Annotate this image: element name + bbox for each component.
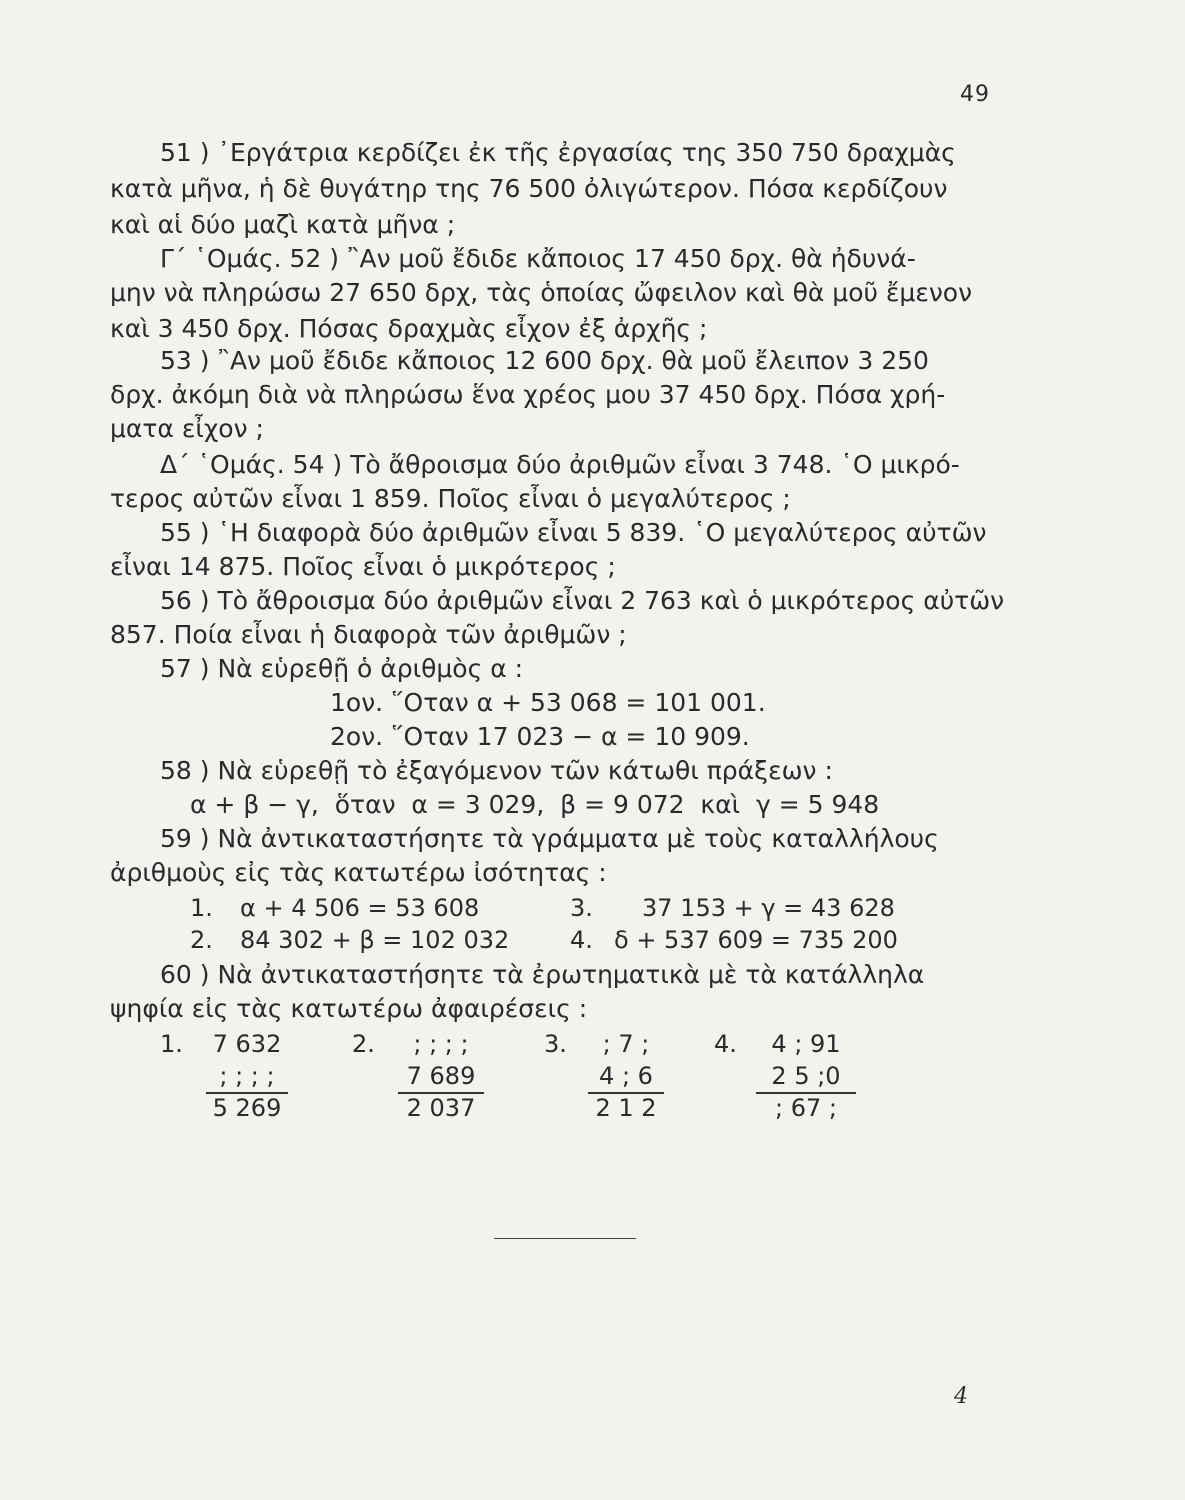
problem-57-case1: 1ον. ῞Οταν α + 53 068 = 101 001. [330,688,766,717]
subtraction-3-minuend: ; 7 ; [602,1030,650,1058]
subtraction-1-result: 5 269 [206,1092,288,1122]
problem-51-line2: κατὰ μῆνα, ἡ δὲ θυγάτηρ της 76 500 ὀλιγώτερον. Πόσα κερδίζουν [110,174,948,203]
subtraction-4-subtrahend: 2 5 ;0 [771,1062,841,1090]
problem-54-line1: Δ΄ ῾Ομάς. 54 ) Τὸ ἄθροισμα δύο ἀριθμῶν εἶναι 3 748. ῾Ο μικρό- [160,450,960,479]
problem-58-expression: α + β − γ, ὅταν α = 3 029, β = 9 072 καὶ γ = 5 948 [190,790,880,819]
problem-57-line1: 57 ) Νὰ εὑρεθῇ ὁ ἀριθμὸς α : [160,654,524,683]
subtraction-2-number: 2. [352,1030,375,1058]
subtraction-3-number: 3. [544,1030,567,1058]
problem-59-line2: ἀριθμοὺς εἰς τὰς κατωτέρω ἰσότητας : [110,858,607,887]
problem-55-line1: 55 ) ῾Η διαφορὰ δύο ἀριθμῶν εἶναι 5 839. ῾Ο μεγαλύτερος αὐτῶν [160,518,987,547]
subtraction-4-minuend: 4 ; 91 [771,1030,841,1058]
equation-2: 84 302 + β = 102 032 [240,926,510,954]
problem-53-line3: ματα εἶχον ; [110,414,264,443]
equation-4: δ + 537 609 = 735 200 [614,926,898,954]
equation-3-number: 3. [570,894,593,922]
problem-52-line3: καὶ 3 450 δρχ. Πόσας δραχμὰς εἶχον ἐξ ἀρχῆς ; [110,314,708,343]
problem-60-line2: ψηφία εἰς τὰς κατωτέρω ἀφαιρέσεις : [110,994,588,1023]
signature-mark: 4 [954,1384,968,1409]
problem-51-line3: καὶ αἱ δύο μαζὶ κατὰ μῆνα ; [110,210,456,239]
subtraction-1-number: 1. [160,1030,183,1058]
problem-52-line2: μην νὰ πληρώσω 27 650 δρχ, τὰς ὁποίας ὤφειλον καὶ θὰ μοῦ ἔμενον [110,278,973,307]
problem-58-line1: 58 ) Νὰ εὑρεθῇ τὸ ἐξαγόμενον τῶν κάτωθι πράξεων : [160,756,833,785]
subtraction-2-subtrahend: 7 689 [406,1062,476,1090]
equation-1-number: 1. [190,894,213,922]
problem-56-line2: 857. Ποία εἶναι ἡ διαφορὰ τῶν ἀριθμῶν ; [110,620,627,649]
subtraction-4 [756,1030,856,1122]
subtraction-2-result: 2 037 [398,1092,484,1122]
subtraction-1 [206,1030,288,1122]
section-divider [494,1238,636,1239]
problem-53-line1: 53 ) ῍Αν μοῦ ἔδιδε κἄποιος 12 600 δρχ. θὰ μοῦ ἔλειπον 3 250 [160,346,929,375]
subtraction-4-number: 4. [714,1030,737,1058]
subtraction-4-result: ; 67 ; [756,1092,856,1122]
subtraction-3-subtrahend: 4 ; 6 [599,1062,653,1090]
subtraction-2 [398,1030,484,1122]
problem-57-case2: 2ον. ῞Οταν 17 023 − α = 10 909. [330,722,750,751]
subtraction-1-minuend: 7 632 [212,1030,282,1058]
page-number: 49 [960,82,990,107]
equation-3: 37 153 + γ = 43 628 [642,894,895,922]
problem-56-line1: 56 ) Τὸ ἄθροισμα δύο ἀριθμῶν εἶναι 2 763 καὶ ὁ μικρότερος αὐτῶν [160,586,1005,615]
problem-53-line2: δρχ. ἀκόμη διὰ νὰ πληρώσω ἕνα χρέος μου 37 450 δρχ. Πόσα χρή- [110,380,946,409]
problem-51-line1: 51 ) ᾿Εργάτρια κερδίζει ἐκ τῆς ἐργασίας της 350 750 δραχμὰς [160,138,956,167]
equation-2-number: 2. [190,926,213,954]
subtraction-3-result: 2 1 2 [588,1092,664,1122]
equation-4-number: 4. [570,926,593,954]
problem-54-line2: τερος αὐτῶν εἶναι 1 859. Ποῖος εἶναι ὁ μεγαλύτερος ; [110,484,791,513]
subtraction-2-minuend: ; ; ; ; [413,1030,469,1058]
equation-1: α + 4 506 = 53 608 [240,894,480,922]
problem-60-line1: 60 ) Νὰ ἀντικαταστήσητε τὰ ἐρωτηματικὰ μὲ τὰ κατάλληλα [160,960,925,989]
problem-59-line1: 59 ) Νὰ ἀντικαταστήσητε τὰ γράμματα μὲ τοὺς καταλλήλους [160,824,939,853]
problem-52-line1: Γ΄ ῾Ομάς. 52 ) ῍Αν μοῦ ἔδιδε κἄποιος 17 450 δρχ. θὰ ἠδυνά- [160,244,916,273]
problem-55-line2: εἶναι 14 875. Ποῖος εἶναι ὁ μικρότερος ; [110,552,616,581]
subtraction-3 [588,1030,664,1122]
subtraction-1-subtrahend: ; ; ; ; [219,1062,275,1090]
